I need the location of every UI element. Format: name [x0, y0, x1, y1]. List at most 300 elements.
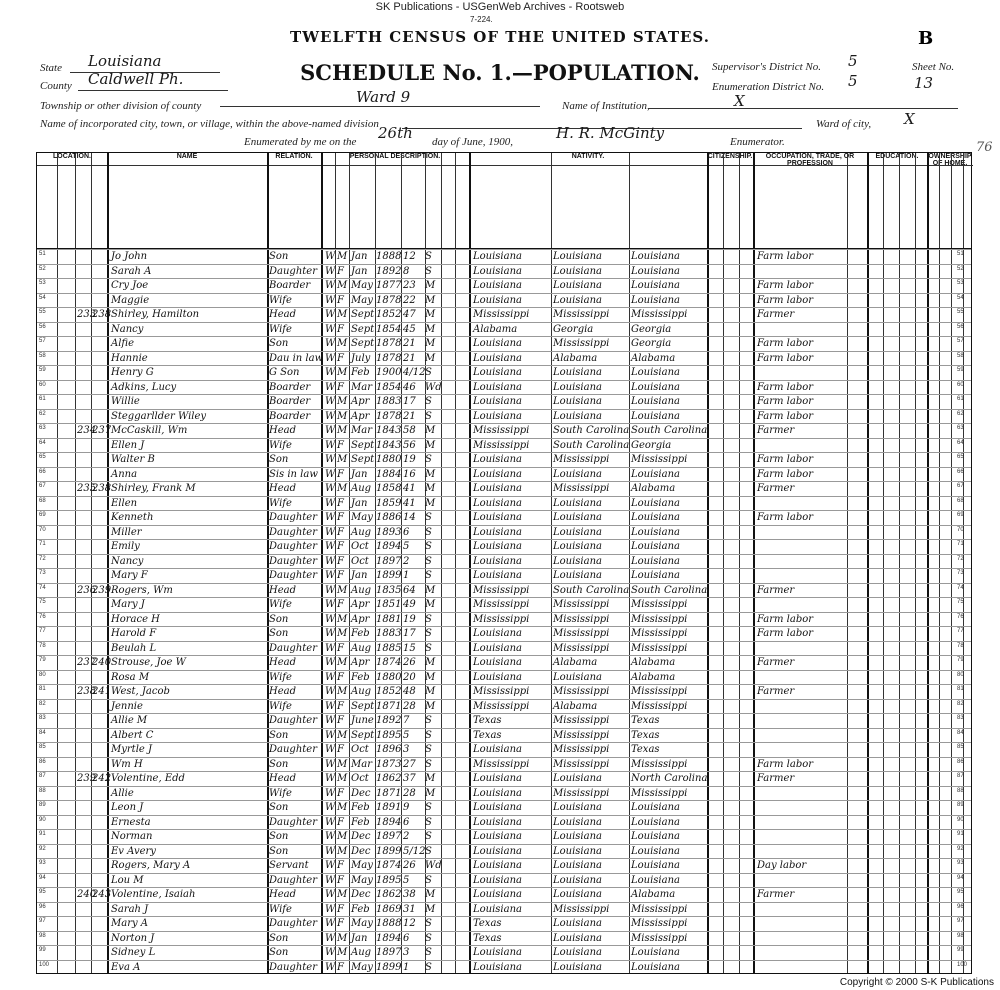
cell-ms: S [425, 570, 432, 581]
cell-line-number-right: 74 [957, 584, 964, 591]
cell-age: 19 [403, 454, 416, 465]
cell-yr: 1888 [376, 251, 402, 262]
cell-name: Rogers, Wm [111, 584, 173, 596]
cell-n: 51 [39, 251, 46, 257]
cell-line-number-right: 62 [957, 410, 964, 417]
cell-fb: Mississippi [553, 309, 610, 320]
cell-sex: F [337, 599, 344, 610]
cell-mo: May [351, 512, 373, 523]
cell-sex: M [337, 889, 348, 900]
cell-age: 3 [403, 744, 410, 755]
cell-name: Jo John [111, 251, 148, 262]
cell-name: Shirley, Frank M [111, 483, 196, 494]
cell-fb: Georgia [553, 323, 594, 335]
cell-fb: Louisiana [553, 802, 602, 813]
cell-yr: 1878 [376, 294, 402, 306]
cell-name: Kenneth [111, 512, 154, 523]
cell-pb: Louisiana [473, 961, 522, 973]
cell-yr: 1897 [376, 555, 402, 567]
cell-mb: Louisiana [631, 570, 680, 581]
cell-mo: June [351, 715, 374, 726]
cell-mo: Jan [351, 497, 368, 509]
cell-age: 38 [403, 889, 416, 900]
cell-age: 19 [403, 613, 416, 625]
cell-sex: F [337, 352, 344, 364]
cell-fam: 238 [92, 309, 112, 320]
cell-ms: M [425, 787, 436, 799]
cell-age: 23 [403, 280, 416, 291]
cell-rel: Wife [269, 903, 292, 915]
cell-n: 78 [39, 642, 46, 649]
cell-n: 68 [39, 497, 46, 504]
cell-pb: Louisiana [473, 483, 522, 494]
cell-sex: M [337, 396, 348, 407]
cell-n: 86 [39, 758, 46, 765]
cell-age: 5 [403, 541, 410, 552]
cell-rel: Head [269, 686, 297, 697]
margin-note: 76 [976, 140, 993, 155]
cell-line-number-right: 94 [957, 874, 964, 881]
cell-yr: 1896 [376, 744, 402, 755]
cell-yr: 1873 [376, 758, 402, 770]
cell-name: Volentine, Isaiah [111, 889, 196, 900]
cell-sex: F [337, 294, 344, 306]
cell-n: 83 [39, 715, 46, 721]
cell-yr: 1835 [376, 584, 402, 596]
cell-line-number-right: 53 [957, 280, 964, 286]
cell-occ: Farmer [757, 425, 795, 436]
table-row [37, 322, 971, 337]
cell-fb: Louisiana [553, 947, 602, 958]
cell-occ: Farm labor [757, 468, 814, 480]
cell-yr: 1899 [376, 570, 402, 581]
cell-line-number-right: 85 [957, 744, 964, 750]
cell-mb: Mississippi [631, 628, 688, 639]
cell-yr: 1894 [376, 541, 402, 552]
cell-age: 64 [403, 584, 416, 596]
cell-pb: Louisiana [473, 294, 522, 306]
cell-col: W [325, 497, 336, 509]
cell-yr: 1886 [376, 512, 402, 523]
cell-yr: 1893 [376, 526, 402, 538]
cell-name: Volentine, Edd [111, 773, 185, 784]
group-relation: RELATION. [267, 153, 321, 166]
cell-occ: Farmer [757, 309, 795, 320]
cell-ms: M [425, 439, 436, 451]
cell-yr: 1862 [376, 889, 402, 900]
cell-sex: F [337, 642, 344, 654]
cell-yr: 1895 [376, 729, 402, 741]
cell-pb: Alabama [473, 323, 518, 335]
cell-mb: South Carolina [631, 425, 708, 436]
cell-n: 85 [39, 744, 46, 750]
cell-mo: Dec [351, 787, 371, 799]
cell-age: 22 [403, 294, 416, 306]
cell-mb: Texas [631, 715, 660, 726]
cell-ms: S [425, 526, 432, 538]
cell-col: W [325, 599, 336, 610]
table-row [37, 525, 971, 540]
cell-line-number-right: 93 [957, 860, 964, 866]
cell-name: Nancy [111, 323, 144, 335]
table-row [37, 351, 971, 366]
cell-rel: Son [269, 628, 289, 639]
cell-mo: May [351, 860, 373, 871]
cell-mb: Mississippi [631, 613, 688, 625]
cell-mb: Mississippi [631, 903, 688, 915]
cell-mo: May [351, 874, 373, 886]
cell-line-number-right: 57 [957, 338, 964, 344]
cell-fb: Louisiana [553, 396, 602, 407]
cell-ms: M [425, 700, 436, 712]
ward-value: X [904, 110, 915, 128]
cell-name: Anna [111, 468, 138, 480]
cell-sex: M [337, 802, 348, 813]
cell-yr: 1883 [376, 396, 402, 407]
census-sheet [36, 152, 972, 974]
cell-n: 59 [39, 367, 46, 373]
table-row [37, 858, 971, 873]
cell-col: W [325, 744, 336, 755]
cell-line-number-right: 61 [957, 396, 964, 402]
table-row [37, 481, 971, 496]
cell-pb: Louisiana [473, 512, 522, 523]
cell-age: 12 [403, 251, 416, 262]
cell-rel: Daughter [269, 744, 317, 755]
enumeration-value: 5 [848, 72, 858, 90]
cell-name: Horace H [111, 613, 160, 625]
cell-n: 64 [39, 439, 46, 446]
cell-rel: Daughter [269, 512, 317, 523]
cell-age: 6 [403, 526, 410, 538]
cell-yr: 1878 [376, 410, 402, 422]
cell-occ: Farm labor [757, 338, 814, 349]
cell-sex: M [337, 686, 348, 697]
group-ownership: OWNERSHIP OF HOME. [928, 153, 972, 167]
cell-dw: 235 [77, 483, 97, 494]
cell-fb: Mississippi [553, 599, 610, 610]
cell-n: 100 [39, 961, 50, 968]
cell-occ: Farm labor [757, 280, 814, 291]
cell-yr: 1859 [376, 497, 402, 509]
cell-fb: Mississippi [553, 686, 610, 697]
cell-age: 41 [403, 497, 416, 509]
cell-occ: Farm labor [757, 381, 814, 393]
group-education: EDUCATION. [867, 153, 927, 166]
cell-col: W [325, 410, 336, 422]
cell-pb: Louisiana [473, 541, 522, 552]
cell-mo: Oct [351, 541, 369, 552]
copyright: Copyright © 2000 S-K Publications [839, 977, 994, 988]
cell-pb: Louisiana [473, 555, 522, 567]
cell-age: 58 [403, 425, 416, 436]
cell-n: 88 [39, 787, 46, 794]
cell-mo: Aug [351, 483, 372, 494]
cell-sex: F [337, 903, 344, 915]
cell-name: Steggarllder Wiley [111, 410, 207, 422]
cell-col: W [325, 628, 336, 639]
cell-col: W [325, 860, 336, 871]
cell-ms: S [425, 512, 432, 523]
cell-sex: F [337, 860, 344, 871]
cell-sex: M [337, 425, 348, 436]
cell-age: 21 [403, 338, 416, 349]
cell-col: W [325, 541, 336, 552]
cell-ms: S [425, 454, 432, 465]
cell-occ: Farm labor [757, 628, 814, 639]
cell-mb: Mississippi [631, 758, 688, 770]
cell-mb: Texas [631, 744, 660, 755]
enumerator-name: H. R. McGinty [556, 124, 665, 142]
cell-col: W [325, 265, 336, 277]
cell-rel: Daughter [269, 541, 317, 552]
cell-col: W [325, 468, 336, 480]
cell-col: W [325, 367, 336, 378]
cell-age: 1 [403, 961, 410, 973]
cell-yr: 1880 [376, 671, 402, 683]
cell-occ: Farmer [757, 584, 795, 596]
cell-line-number-right: 90 [957, 816, 964, 823]
table-row [37, 307, 971, 322]
cell-mo: Feb [351, 367, 370, 378]
cell-pb: Mississippi [473, 700, 530, 712]
cell-mo: Sept [351, 729, 375, 741]
table-row [37, 249, 971, 264]
cell-yr: 1884 [376, 468, 402, 480]
cell-age: 26 [403, 657, 416, 668]
cell-sex: M [337, 367, 348, 378]
cell-fb: Louisiana [553, 918, 602, 929]
cell-col: W [325, 555, 336, 567]
cell-line-number-right: 76 [957, 613, 964, 620]
cell-name: Harold F [111, 628, 157, 639]
cell-fb: Louisiana [553, 381, 602, 393]
cell-age: 48 [403, 686, 416, 697]
cell-n: 54 [39, 294, 46, 301]
cell-rel: Head [269, 584, 297, 596]
cell-mo: Aug [351, 947, 372, 958]
cell-sex: M [337, 251, 348, 262]
cell-mo: Mar [351, 381, 372, 393]
cell-n: 95 [39, 889, 46, 895]
cell-occ: Farmer [757, 889, 795, 900]
cell-sex: F [337, 555, 344, 567]
cell-rel: Wife [269, 294, 292, 306]
cell-rel: G Son [269, 367, 300, 378]
cell-pb: Louisiana [473, 338, 522, 349]
cell-mb: Louisiana [631, 802, 680, 813]
cell-fb: Alabama [553, 700, 598, 712]
cell-n: 77 [39, 628, 46, 634]
cell-pb: Louisiana [473, 497, 522, 509]
township-label: Township or other division of county [40, 100, 202, 112]
cell-ms: M [425, 497, 436, 509]
cell-col: W [325, 338, 336, 349]
cell-line-number-right: 86 [957, 758, 964, 765]
cell-pb: Mississippi [473, 613, 530, 625]
cell-name: Rogers, Mary A [111, 860, 191, 871]
cell-rel: Boarder [269, 381, 311, 393]
cell-occ: Farmer [757, 773, 795, 784]
table-row [37, 902, 971, 917]
cell-pb: Mississippi [473, 686, 530, 697]
cell-n: 60 [39, 381, 46, 388]
cell-ms: S [425, 251, 432, 262]
cell-yr: 1892 [376, 265, 402, 277]
cell-mb: Mississippi [631, 642, 688, 654]
cell-pb: Louisiana [473, 570, 522, 581]
cell-mb: Louisiana [631, 831, 680, 842]
county-label: County [40, 80, 72, 92]
cell-mo: Sept [351, 454, 375, 465]
table-row [37, 786, 971, 801]
cell-fb: Louisiana [553, 555, 602, 567]
cell-line-number-right: 65 [957, 454, 964, 460]
cell-mb: Georgia [631, 338, 672, 349]
cell-rel: Wife [269, 700, 292, 712]
cell-mo: Dec [351, 889, 371, 900]
cell-col: W [325, 396, 336, 407]
cell-rel: Daughter [269, 265, 317, 277]
cell-mo: Feb [351, 802, 370, 813]
cell-pb: Louisiana [473, 671, 522, 683]
cell-fb: Louisiana [553, 512, 602, 523]
cell-col: W [325, 323, 336, 335]
cell-fb: Mississippi [553, 729, 610, 741]
cell-sex: M [337, 758, 348, 770]
cell-yr: 1897 [376, 831, 402, 842]
cell-fb: Louisiana [553, 671, 602, 683]
cell-ms: M [425, 889, 436, 900]
cell-line-number-right: 91 [957, 831, 964, 837]
cell-mb: North Carolina [631, 773, 708, 784]
cell-fam: 237 [92, 425, 112, 436]
cell-ms: M [425, 686, 436, 697]
cell-rel: Daughter [269, 715, 317, 726]
cell-sex: M [337, 831, 348, 842]
cell-sex: M [337, 483, 348, 494]
cell-fb: Mississippi [553, 758, 610, 770]
cell-mo: Feb [351, 628, 370, 639]
cell-mb: Louisiana [631, 410, 680, 422]
county-value: Caldwell Ph. [88, 70, 184, 88]
cell-pb: Mississippi [473, 758, 530, 770]
cell-pb: Louisiana [473, 947, 522, 958]
cell-fb: Mississippi [553, 744, 610, 755]
cell-name: Cry Joe [111, 280, 149, 291]
cell-n: 96 [39, 903, 46, 910]
table-row [37, 394, 971, 409]
cell-pb: Louisiana [473, 251, 522, 262]
cell-line-number-right: 68 [957, 497, 964, 504]
banner: SK Publications - USGenWeb Archives - Rootsweb [375, 1, 625, 13]
cell-mo: Sept [351, 323, 375, 335]
cell-rel: Dau in law [269, 352, 324, 364]
cell-rel: Head [269, 309, 297, 320]
cell-name: Beulah L [111, 642, 157, 654]
cell-mo: May [351, 280, 373, 291]
cell-line-number-right: 87 [957, 773, 964, 779]
sheet-value: 13 [914, 74, 934, 92]
cell-ms: M [425, 773, 436, 784]
cell-ms: M [425, 280, 436, 291]
cell-occ: Farm labor [757, 410, 814, 422]
cell-sex: M [337, 338, 348, 349]
cell-name: Walter B [111, 454, 155, 465]
table-row [37, 278, 971, 293]
cell-pb: Louisiana [473, 773, 522, 784]
cell-mo: Jan [351, 251, 368, 262]
township-line [220, 106, 540, 107]
cell-occ: Farm labor [757, 396, 814, 407]
cell-line-number-right: 92 [957, 845, 964, 852]
table-row [37, 380, 971, 395]
cell-pb: Louisiana [473, 265, 522, 277]
cell-name: Ernesta [111, 816, 151, 828]
cell-fb: Louisiana [553, 816, 602, 828]
cell-mo: Aug [351, 686, 372, 697]
cell-occ: Farm labor [757, 294, 814, 306]
cell-mb: Louisiana [631, 845, 680, 857]
cell-mb: Louisiana [631, 816, 680, 828]
cell-sex: F [337, 439, 344, 451]
cell-fb: Alabama [553, 352, 598, 364]
cell-col: W [325, 294, 336, 306]
cell-mo: Jan [351, 468, 368, 480]
cell-mb: Alabama [631, 352, 676, 364]
cell-mb: South Carolina [631, 584, 708, 596]
cell-yr: 1843 [376, 425, 402, 436]
cell-ms: S [425, 642, 432, 654]
cell-fb: Louisiana [553, 541, 602, 552]
group-citizenship: CITIZENSHIP. [707, 153, 753, 166]
cell-pb: Louisiana [473, 396, 522, 407]
cell-line-number-right: 98 [957, 932, 964, 939]
cell-n: 81 [39, 686, 46, 692]
cell-line-number-right: 52 [957, 265, 964, 272]
cell-n: 67 [39, 483, 46, 489]
cell-mo: Feb [351, 671, 370, 683]
cell-occ: Farm labor [757, 352, 814, 364]
cell-sex: F [337, 874, 344, 886]
cell-pb: Louisiana [473, 468, 522, 480]
cell-age: 15 [403, 642, 416, 654]
table-row [37, 757, 971, 772]
cell-mo: Apr [351, 410, 370, 422]
cell-yr: 1881 [376, 613, 402, 625]
cell-fam: 243 [92, 889, 112, 900]
cell-ms: S [425, 932, 432, 944]
cell-sex: F [337, 816, 344, 828]
cell-n: 71 [39, 541, 46, 547]
cell-fb: Mississippi [553, 903, 610, 915]
cell-mb: Mississippi [631, 686, 688, 697]
cell-pb: Mississippi [473, 599, 530, 610]
cell-age: 1 [403, 570, 410, 581]
cell-col: W [325, 932, 336, 944]
state-label: State [40, 62, 62, 74]
cell-col: W [325, 787, 336, 799]
cell-rel: Servant [269, 860, 309, 871]
cell-age: 8 [403, 265, 410, 277]
cell-yr: 1874 [376, 860, 402, 871]
cell-n: 57 [39, 338, 46, 344]
cell-col: W [325, 251, 336, 262]
cell-col: W [325, 381, 336, 393]
table-row [37, 583, 971, 598]
cell-ms: S [425, 918, 432, 929]
cell-name: Maggie [111, 294, 150, 306]
